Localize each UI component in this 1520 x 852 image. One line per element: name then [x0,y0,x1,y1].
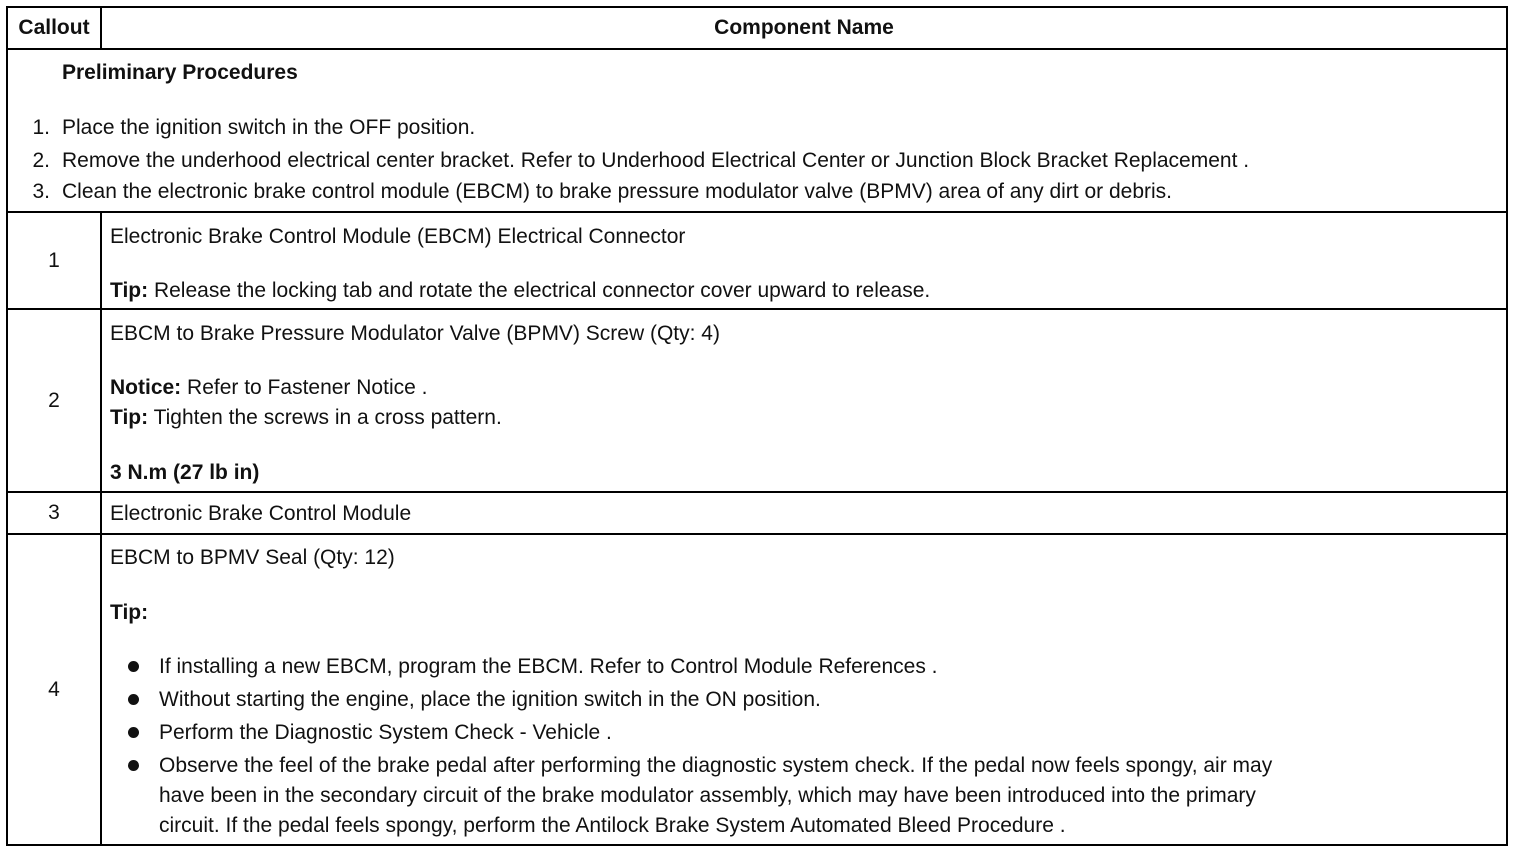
preliminary-step [16,149,1249,173]
step-number: 2. [32,149,50,172]
preliminary-procedures-row [8,50,1506,213]
notice-text: Refer to Fastener Notice . [181,376,428,399]
tip-text: Tighten the screws in a cross pattern. [148,406,502,429]
torque-spec: 3 N.m (27 lb in) [110,461,260,484]
table-header-row [8,8,1506,50]
table-row [8,213,1506,310]
tip-line [110,279,930,303]
step-text: Place the ignition switch in the OFF position. [62,116,476,139]
tip-label: Tip: [110,279,149,302]
component-cell [102,310,1506,491]
tip-text: Release the locking tab and rotate the electrical connector cover upward to release. [148,279,931,302]
list-item: Without starting the engine, place the ignition switch in the ON position. [159,688,821,711]
tip-line [110,406,502,430]
callout-number: 1 [8,213,102,308]
step-number: 1. [32,116,50,139]
table-row [8,310,1506,493]
preliminary-title: Preliminary Procedures [62,61,298,84]
preliminary-step [16,180,1172,204]
component-cell [102,213,1506,308]
preliminary-step [16,116,475,140]
bullet-icon [128,661,139,672]
table-row [8,535,1506,844]
list-item-continuation: circuit. If the pedal feels spongy, perform the Antilock Brake System Automated Bleed Procedure . [159,814,1066,837]
component-table [6,6,1508,846]
table-row [8,493,1506,535]
list-item: Observe the feel of the brake pedal after performing the diagnostic system check. If the pedal now feels spongy, air may [159,754,1273,777]
step-number: 3. [32,180,50,203]
tip-line [110,601,148,625]
tip-label: Tip: [110,406,149,429]
component-name: Electronic Brake Control Module (EBCM) Electrical Connector [110,225,686,248]
list-item-continuation: have been in the secondary circuit of the brake modulator assembly, which may have been introduced into the primary [159,784,1256,807]
component-name: EBCM to BPMV Seal (Qty: 12) [110,546,395,569]
list-item: Perform the Diagnostic System Check - Vehicle . [159,721,612,744]
list-item: If installing a new EBCM, program the EBCM. Refer to Control Module References . [159,655,938,678]
component-cell [102,493,1506,533]
component-name: Electronic Brake Control Module [110,502,412,525]
component-name: EBCM to Brake Pressure Modulator Valve (BPMV) Screw (Qty: 4) [110,322,720,345]
callout-number: 3 [8,493,102,533]
component-name-header: Component Name [714,16,894,39]
step-text: Clean the electronic brake control module (EBCM) to brake pressure modulator valve (BPMV) area of any dirt or debris. [62,180,1172,203]
notice-line [110,376,427,400]
step-text: Remove the underhood electrical center bracket. Refer to Underhood Electrical Center or Junction Block Bracket Replacement . [62,149,1250,172]
bullet-icon [128,727,139,738]
bullet-icon [128,694,139,705]
component-cell [102,535,1506,844]
tip-label: Tip: [110,601,149,624]
bullet-icon [128,760,139,771]
callout-number: 2 [8,310,102,491]
callout-number: 4 [8,535,102,844]
notice-label: Notice: [110,376,182,399]
callout-header: Callout [8,8,102,48]
